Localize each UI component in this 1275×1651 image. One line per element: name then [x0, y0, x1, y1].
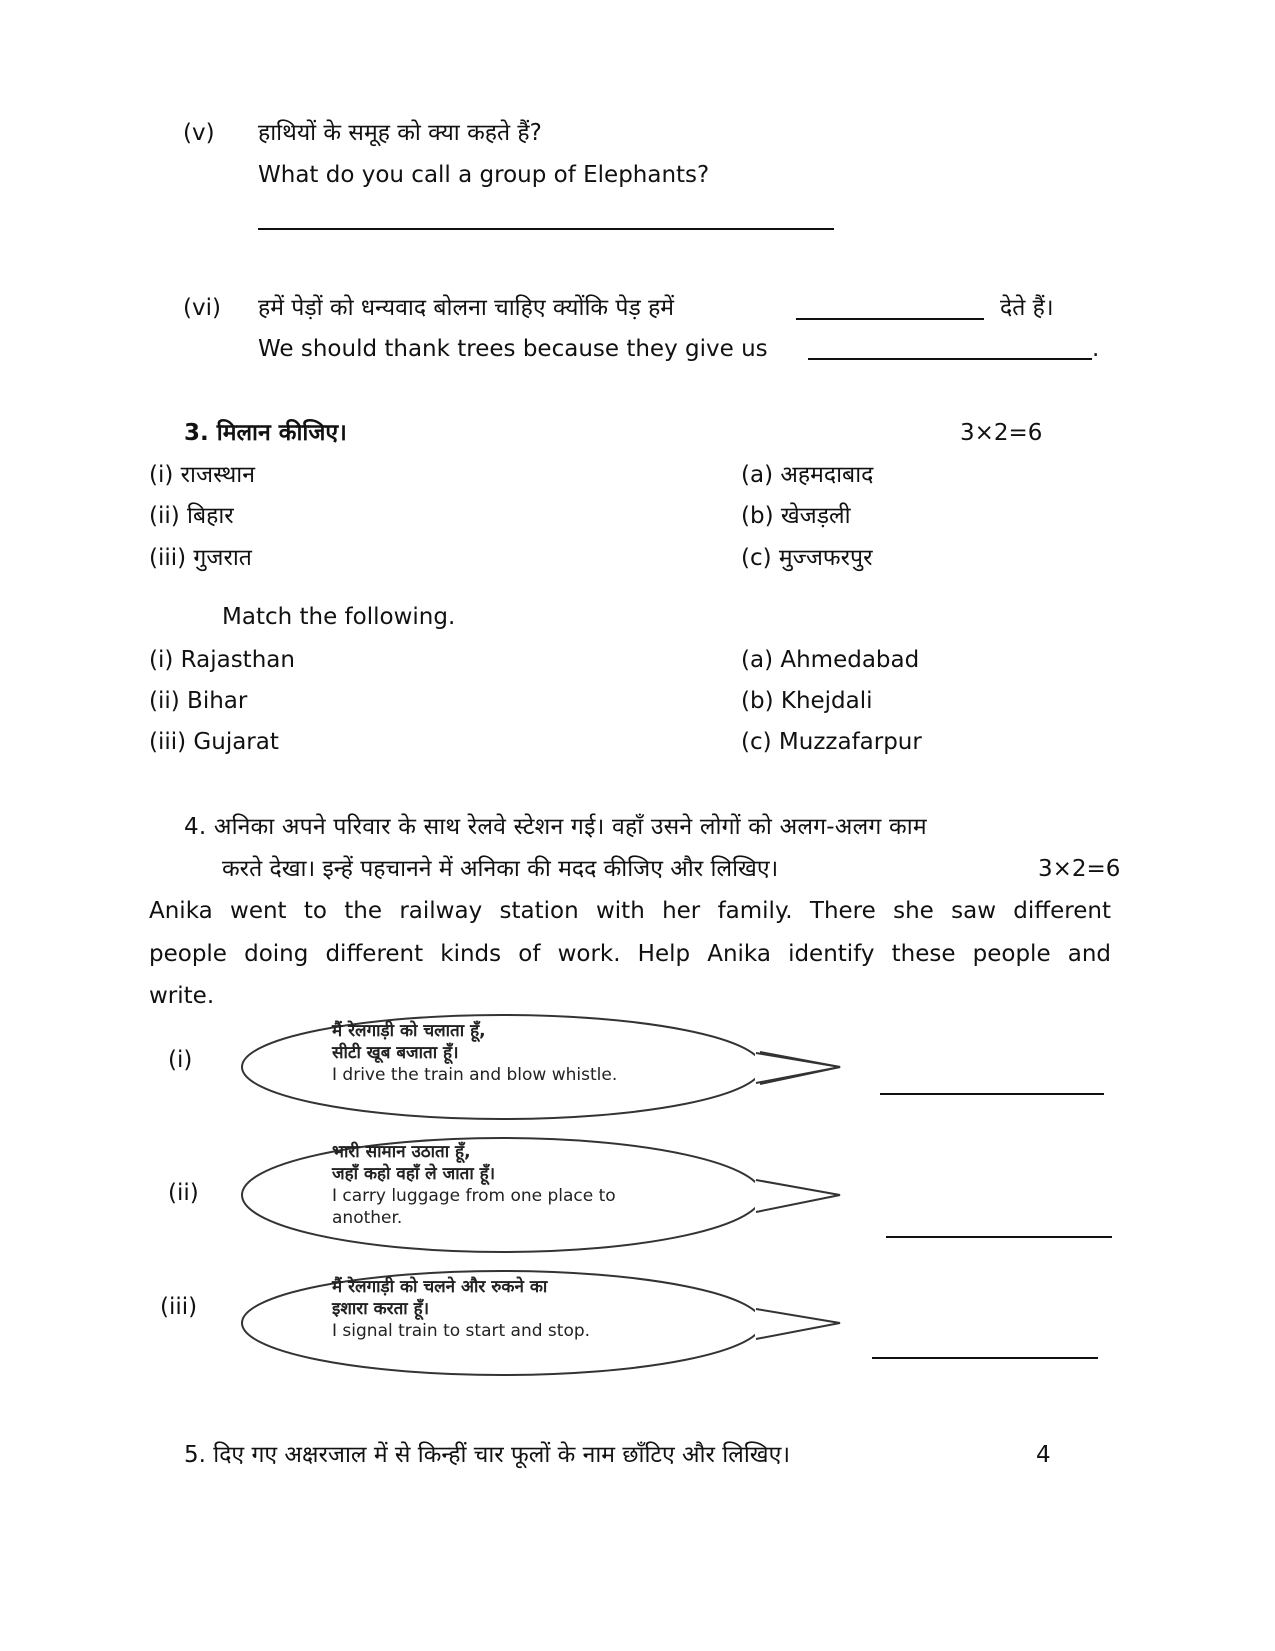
- question-4-hindi-line1-text: 4. अनिका अपने परिवार के साथ रेलवे स्टेशन गई। वहाँ उसने लोगों को अलग-अलग काम: [184, 814, 927, 840]
- speech-bubble-3: [240, 1268, 860, 1378]
- speech-bubble-1: [240, 1012, 860, 1122]
- question-4-marks: 3×2=6: [1038, 856, 1121, 882]
- bubble-3-line-2: इशारा करता हूँ।: [332, 1299, 430, 1319]
- speech-bubble-3-text: [332, 1276, 590, 1342]
- question-vi-english-pre: We should thank trees because they give us: [258, 336, 768, 362]
- bubble-3-line-1: मैं रेलगाड़ी को चलने और रुकने का: [332, 1277, 548, 1297]
- answer-line-v[interactable]: [258, 228, 834, 230]
- match-hindi-right-3: (c) मुज्जफरपुर: [741, 545, 873, 571]
- match-hindi-left-1: (i) राजस्थान: [149, 462, 255, 488]
- question-5-text: 5. दिए गए अक्षरजाल में से किन्हीं चार फूलों के नाम छाँटिए और लिखिए।: [184, 1442, 791, 1468]
- answer-line-bubble-1[interactable]: [880, 1093, 1104, 1095]
- match-hindi-left-2: (ii) बिहार: [149, 503, 234, 529]
- bubble-1-number: (i): [168, 1047, 193, 1073]
- speech-bubble-2-text: [332, 1141, 616, 1229]
- match-english-right-3: (c) Muzzafarpur: [741, 729, 922, 755]
- answer-line-vi-english[interactable]: [808, 358, 1092, 360]
- match-english-left-1: (i) Rajasthan: [149, 647, 295, 673]
- speech-bubble-2: [240, 1135, 860, 1255]
- answer-line-bubble-2[interactable]: [886, 1236, 1112, 1238]
- question-v-hindi: हाथियों के समूह को क्या कहते हैं?: [258, 120, 542, 146]
- match-hindi-right-2: (b) खेजड़ली: [741, 503, 851, 529]
- bubble-2-line-3: I carry luggage from one place to: [332, 1186, 616, 1206]
- question-4-hindi-line2: करते देखा। इन्हें पहचानने में अनिका की मदद कीजिए और लिखिए।: [222, 856, 779, 882]
- bubble-2-line-1: भारी सामान उठाता हूँ,: [332, 1142, 471, 1162]
- answer-line-bubble-3[interactable]: [872, 1357, 1098, 1359]
- match-english-right-1: (a) Ahmedabad: [741, 647, 920, 673]
- question-vi-hindi-pre: हमें पेड़ों को धन्यवाद बोलना चाहिए क्योंकि पेड़ हमें: [258, 295, 675, 321]
- question-vi-hindi-post: देते हैं।: [1000, 295, 1054, 321]
- bubble-2-number: (ii): [168, 1180, 199, 1206]
- question-v-number: (v): [183, 120, 215, 146]
- bubble-1-line-2: सीटी खूब बजाता हूँ।: [332, 1043, 459, 1063]
- question-4-english-line1: Anika went to the railway station with her family. There she saw different: [149, 898, 1111, 924]
- question-5-marks: 4: [1036, 1442, 1051, 1468]
- question-4-english-line2: people doing different kinds of work. Help Anika identify these people and: [149, 941, 1111, 967]
- bubble-3-line-3: I signal train to start and stop.: [332, 1321, 591, 1341]
- match-hindi-right-1: (a) अहमदाबाद: [741, 462, 874, 488]
- bubble-3-number: (iii): [160, 1294, 198, 1320]
- question-v-english: What do you call a group of Elephants?: [258, 162, 710, 188]
- bubble-2-line-2: जहाँ कहो वहाँ ले जाता हूँ।: [332, 1164, 496, 1184]
- question-4-hindi-line1: [184, 812, 1110, 842]
- question-4-english-line3: write.: [149, 983, 215, 1009]
- answer-line-vi-hindi[interactable]: [796, 318, 984, 320]
- match-english-title: Match the following.: [222, 604, 456, 630]
- bubble-1-line-1: मैं रेलगाड़ी को चलाता हूँ,: [332, 1021, 486, 1041]
- speech-bubble-1-text: [332, 1020, 617, 1086]
- match-english-right-2: (b) Khejdali: [741, 688, 873, 714]
- match-english-left-3: (iii) Gujarat: [149, 729, 279, 755]
- match-english-left-2: (ii) Bihar: [149, 688, 248, 714]
- bubble-1-line-3: I drive the train and blow whistle.: [332, 1065, 618, 1085]
- match-hindi-left-3: (iii) गुजरात: [149, 545, 252, 571]
- bubble-2-line-4: another.: [332, 1208, 403, 1228]
- question-vi-english-post: .: [1092, 336, 1100, 362]
- question-3-title: 3. मिलान कीजिए।: [184, 420, 347, 446]
- question-vi-number: (vi): [183, 295, 221, 321]
- question-3-marks: 3×2=6: [960, 420, 1043, 446]
